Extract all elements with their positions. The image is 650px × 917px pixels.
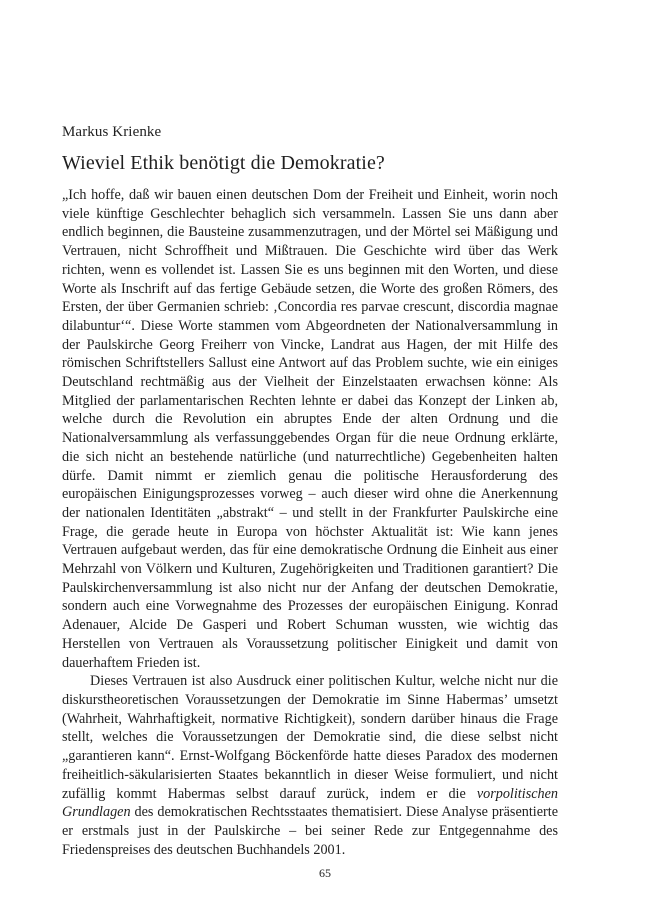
page-number: 65 bbox=[319, 866, 331, 880]
paragraph: „Ich hoffe, daß wir bauen einen deutschen Dom der Freiheit und Einheit, worin noch viele künftige Geschlechter behaglich sich versammeln. Lassen Sie uns dann aber endlich beginnen, die Bausteine zusammenzutragen, und der Mörtel sei Mäßigung und Vertrauen, nicht Schroffheit und Mißtrauen. Die Geschichte wird über das Werk richten, wenn es vollendet ist. Lassen Sie es uns beginnen mit den Worten, und diese Worte als Inschrift auf das fertige Gebäude setzen, die Worte des großen Römers, des Ersten, der über Germanien schrieb: ‚Concordia res parvae crescunt, discordia magnae dilabuntur‘“. Diese Worte stammen vom Abgeordneten der Nationalversammlung in der Paulskirche Georg Freiherr von Vincke, Landrat aus Hagen, der mit Hilfe des römischen Schriftstellers Sallust eine Antwort auf das Problem suchte, wie ein einiges Deutschland rechtmäßig aus der Vielheit der Einzelstaaten erwachsen könne: Als Mitglied der parlamentarischen Rechten lehnte er dabei das Konzept der Linken ab, welche durch die Revolution ein abruptes Ende der alten Ordnung und die Nationalversammlung als verfassunggebendes Organ für die neue Ordnung erklärte, die sich nicht an bestehende natürliche (und naturrechtliche) Gegebenheiten halten dürfe. Damit nimmt er ziemlich genau die politische Herausforderung des europäischen Einigungsprozesses vorweg – auch dieser wird ohne die Anerkennung der nationalen Identitäten „abstrakt“ – und stellt in der Frankfurter Paulskirche eine Frage, die gerade heute in Europa von höchster Aktualität ist: Wie kann jenes Vertrauen aufgebaut werden, das für eine demokratische Ordnung die Einheit aus einer Mehrzahl von Völkern und Kulturen, Zugehörigkeiten und Traditionen garantiert? Die Paulskirchenversammlung ist also nicht nur der Anfang der deutschen Demokratie, sondern auch eine Vorwegnahme des Prozesses der europäischen Einigung. Konrad Adenauer, Alcide De Gasperi und Robert Schuman wussten, wie wichtig das Herstellen von Vertrauen als Voraussetzung politischer Einigkeit und damit von dauerhaftem Frieden ist. bbox=[62, 187, 558, 671]
article-body bbox=[62, 186, 558, 859]
article-title: Wieviel Ethik benötigt die Demokratie? bbox=[62, 152, 385, 174]
paragraph-text: des demokratischen Rechtsstaates thematisiert. Diese Analyse präsentierte er erstmals just in der Paulskirche – bei seiner Rede zur Entgegennahme des Friedenspreises des deutschen Buchhandels 2001. bbox=[62, 804, 558, 858]
emphasis-text: vorpolitischen Grundlagen bbox=[62, 785, 558, 821]
author-name: Markus Krienke bbox=[62, 124, 162, 140]
paragraph-text: Dieses Vertrauen ist also Ausdruck einer politischen Kultur, welche nicht nur die diskurstheoretischen Voraussetzungen der Demokratie im Sinne Habermas’ umsetzt (Wahrheit, Wahrhaftigkeit, normative Richtigkeit), sondern darüber hinaus die Frage stellt, welches die Voraussetzungen der Demokratie sind, die diese selbst nicht „garantieren kann“. Ernst-Wolfgang Böckenförde hatte dieses Paradox des modernen freiheitlich-säkularisierten Staates bekanntlich in dieser Weise formuliert, und nicht zufällig kommt Habermas selbst darauf zurück, indem er die bbox=[62, 673, 558, 802]
paragraph bbox=[62, 672, 558, 859]
